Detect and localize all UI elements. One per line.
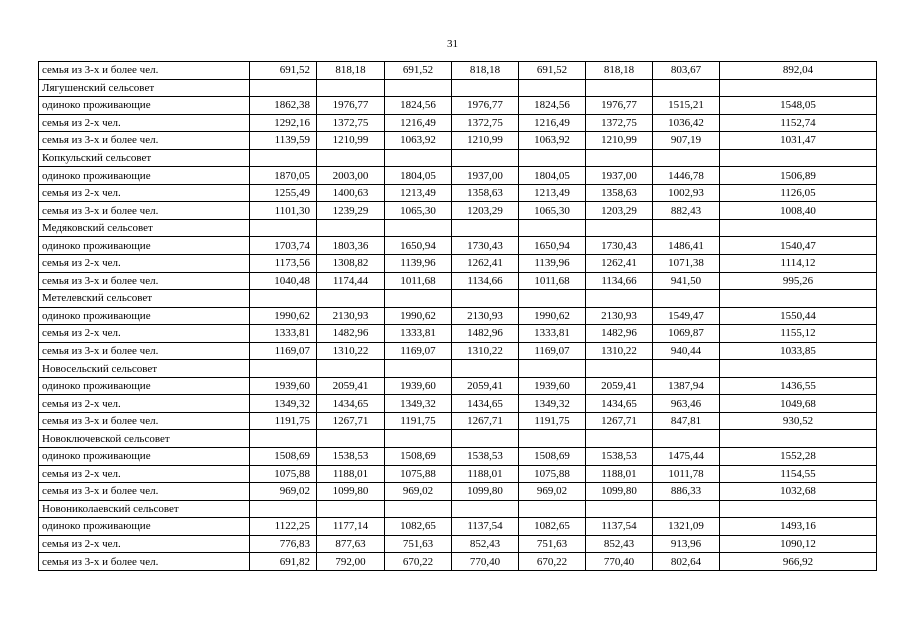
value-cell: 1550,44	[720, 307, 877, 325]
value-cell: 1188,01	[317, 465, 385, 483]
value-cell: 1434,65	[586, 395, 653, 413]
value-cell	[385, 79, 452, 97]
value-cell: 1262,41	[586, 255, 653, 273]
row-label: Новоключевской сельсовет	[39, 430, 250, 448]
value-cell: 1134,66	[586, 272, 653, 290]
value-cell: 802,64	[653, 553, 720, 571]
value-cell: 1065,30	[519, 202, 586, 220]
table-row	[39, 553, 877, 571]
value-cell: 1552,28	[720, 448, 877, 466]
row-label: одиноко проживающие	[39, 97, 250, 115]
value-cell	[653, 360, 720, 378]
value-cell	[519, 290, 586, 308]
row-label: семья из 2-х чел.	[39, 255, 250, 273]
table-row	[39, 255, 877, 273]
value-cell	[385, 360, 452, 378]
value-cell: 1210,99	[317, 132, 385, 150]
row-label: семья из 3-х и более чел.	[39, 62, 250, 80]
value-cell: 691,52	[519, 62, 586, 80]
value-cell: 1139,96	[519, 255, 586, 273]
table-row	[39, 237, 877, 255]
value-cell: 852,43	[586, 535, 653, 553]
table-row	[39, 62, 877, 80]
value-cell: 1508,69	[519, 448, 586, 466]
value-cell	[452, 360, 519, 378]
section-header-row	[39, 79, 877, 97]
value-cell: 1134,66	[452, 272, 519, 290]
table-row	[39, 342, 877, 360]
value-cell: 1008,40	[720, 202, 877, 220]
value-cell: 1188,01	[586, 465, 653, 483]
value-cell: 2059,41	[452, 377, 519, 395]
value-cell	[250, 500, 317, 518]
value-cell: 792,00	[317, 553, 385, 571]
value-cell: 1137,54	[452, 518, 519, 536]
value-cell: 1333,81	[250, 325, 317, 343]
value-cell: 1508,69	[385, 448, 452, 466]
value-cell	[250, 360, 317, 378]
value-cell: 1082,65	[385, 518, 452, 536]
value-cell	[317, 290, 385, 308]
value-cell	[653, 79, 720, 97]
value-cell	[385, 500, 452, 518]
value-cell: 1203,29	[452, 202, 519, 220]
row-label: одиноко проживающие	[39, 237, 250, 255]
value-cell: 1506,89	[720, 167, 877, 185]
value-cell	[653, 149, 720, 167]
value-cell: 1508,69	[250, 448, 317, 466]
value-cell: 1210,99	[586, 132, 653, 150]
value-cell	[385, 219, 452, 237]
value-cell: 1082,65	[519, 518, 586, 536]
row-label: одиноко проживающие	[39, 448, 250, 466]
table-row	[39, 483, 877, 501]
row-label: Метелевский сельсовет	[39, 290, 250, 308]
row-label: семья из 2-х чел.	[39, 395, 250, 413]
value-cell: 1650,94	[519, 237, 586, 255]
value-cell: 1169,07	[250, 342, 317, 360]
table-row	[39, 167, 877, 185]
value-cell: 877,63	[317, 535, 385, 553]
value-cell: 1804,05	[385, 167, 452, 185]
value-cell: 1372,75	[586, 114, 653, 132]
value-cell	[317, 360, 385, 378]
value-cell	[385, 430, 452, 448]
value-cell: 1349,32	[519, 395, 586, 413]
value-cell: 1075,88	[250, 465, 317, 483]
value-cell: 1267,71	[452, 412, 519, 430]
value-cell: 1114,12	[720, 255, 877, 273]
value-cell: 1122,25	[250, 518, 317, 536]
table-row	[39, 114, 877, 132]
value-cell	[519, 79, 586, 97]
row-label: Лягушенский сельсовет	[39, 79, 250, 97]
value-cell: 1387,94	[653, 377, 720, 395]
value-cell: 770,40	[586, 553, 653, 571]
table-row	[39, 535, 877, 553]
value-cell: 1990,62	[250, 307, 317, 325]
value-cell: 1213,49	[519, 184, 586, 202]
value-cell: 892,04	[720, 62, 877, 80]
row-label: одиноко проживающие	[39, 518, 250, 536]
value-cell: 1262,41	[452, 255, 519, 273]
value-cell: 1139,96	[385, 255, 452, 273]
value-cell	[250, 290, 317, 308]
row-label: Копкульский сельсовет	[39, 149, 250, 167]
row-label: одиноко проживающие	[39, 307, 250, 325]
table-row	[39, 395, 877, 413]
value-cell: 1011,68	[385, 272, 452, 290]
value-cell	[720, 219, 877, 237]
value-cell: 1358,63	[452, 184, 519, 202]
value-cell: 1803,36	[317, 237, 385, 255]
table-row	[39, 448, 877, 466]
value-cell: 963,46	[653, 395, 720, 413]
row-label: семья из 3-х и более чел.	[39, 412, 250, 430]
value-cell: 1939,60	[250, 377, 317, 395]
value-cell: 1069,87	[653, 325, 720, 343]
value-cell	[519, 360, 586, 378]
value-cell: 1169,07	[385, 342, 452, 360]
value-cell: 1191,75	[385, 412, 452, 430]
value-cell: 1538,53	[452, 448, 519, 466]
value-cell: 1482,96	[317, 325, 385, 343]
value-cell	[586, 79, 653, 97]
row-label: семья из 3-х и более чел.	[39, 132, 250, 150]
value-cell: 2059,41	[586, 377, 653, 395]
value-cell: 803,67	[653, 62, 720, 80]
value-cell: 1191,75	[519, 412, 586, 430]
value-cell	[519, 430, 586, 448]
value-cell: 1169,07	[519, 342, 586, 360]
value-cell: 1475,44	[653, 448, 720, 466]
table-row	[39, 202, 877, 220]
value-cell: 818,18	[586, 62, 653, 80]
value-cell: 1032,68	[720, 483, 877, 501]
value-cell: 670,22	[519, 553, 586, 571]
value-cell: 1191,75	[250, 412, 317, 430]
value-cell: 1540,47	[720, 237, 877, 255]
value-cell: 1308,82	[317, 255, 385, 273]
value-cell	[653, 219, 720, 237]
value-cell	[653, 430, 720, 448]
value-cell: 1372,75	[317, 114, 385, 132]
value-cell: 1310,22	[317, 342, 385, 360]
value-cell	[586, 149, 653, 167]
value-cell: 1650,94	[385, 237, 452, 255]
section-header-row	[39, 360, 877, 378]
value-cell	[385, 290, 452, 308]
value-cell: 1990,62	[519, 307, 586, 325]
value-cell	[653, 290, 720, 308]
row-label: семья из 2-х чел.	[39, 535, 250, 553]
table-body	[39, 62, 877, 571]
value-cell: 1203,29	[586, 202, 653, 220]
value-cell: 691,52	[250, 62, 317, 80]
value-cell	[519, 149, 586, 167]
value-cell: 1216,49	[385, 114, 452, 132]
value-cell: 1493,16	[720, 518, 877, 536]
value-cell: 1937,00	[586, 167, 653, 185]
value-cell: 1210,99	[452, 132, 519, 150]
table-row	[39, 377, 877, 395]
value-cell: 930,52	[720, 412, 877, 430]
value-cell: 1033,85	[720, 342, 877, 360]
value-cell: 2130,93	[452, 307, 519, 325]
value-cell	[653, 500, 720, 518]
value-cell: 818,18	[317, 62, 385, 80]
value-cell	[720, 79, 877, 97]
value-cell: 1400,63	[317, 184, 385, 202]
value-cell: 1515,21	[653, 97, 720, 115]
value-cell: 1990,62	[385, 307, 452, 325]
value-cell: 1090,12	[720, 535, 877, 553]
row-label: Медяковский сельсовет	[39, 219, 250, 237]
value-cell: 1065,30	[385, 202, 452, 220]
value-cell: 1804,05	[519, 167, 586, 185]
value-cell	[720, 290, 877, 308]
value-cell	[250, 430, 317, 448]
value-cell	[586, 430, 653, 448]
value-cell: 1036,42	[653, 114, 720, 132]
value-cell: 1040,48	[250, 272, 317, 290]
value-cell: 776,83	[250, 535, 317, 553]
value-cell: 1538,53	[586, 448, 653, 466]
value-cell: 1321,09	[653, 518, 720, 536]
value-cell	[250, 79, 317, 97]
value-cell: 1139,59	[250, 132, 317, 150]
row-label: семья из 2-х чел.	[39, 325, 250, 343]
value-cell	[586, 219, 653, 237]
value-cell: 882,43	[653, 202, 720, 220]
value-cell: 1154,55	[720, 465, 877, 483]
row-label: Новониколаевский сельсовет	[39, 500, 250, 518]
section-header-row	[39, 219, 877, 237]
value-cell	[586, 500, 653, 518]
table-row	[39, 518, 877, 536]
value-cell: 1436,55	[720, 377, 877, 395]
value-cell: 1310,22	[586, 342, 653, 360]
value-cell: 1538,53	[317, 448, 385, 466]
row-label: семья из 2-х чел.	[39, 465, 250, 483]
value-cell: 1976,77	[317, 97, 385, 115]
row-label: одиноко проживающие	[39, 377, 250, 395]
value-cell: 1349,32	[385, 395, 452, 413]
value-cell: 1255,49	[250, 184, 317, 202]
value-cell	[317, 500, 385, 518]
value-cell	[720, 149, 877, 167]
value-cell: 1939,60	[519, 377, 586, 395]
value-cell: 1177,14	[317, 518, 385, 536]
value-cell	[452, 500, 519, 518]
value-cell: 1730,43	[586, 237, 653, 255]
value-cell: 2130,93	[586, 307, 653, 325]
section-header-row	[39, 290, 877, 308]
section-header-row	[39, 430, 877, 448]
row-label: семья из 2-х чел.	[39, 184, 250, 202]
value-cell	[452, 79, 519, 97]
value-cell: 1434,65	[452, 395, 519, 413]
value-cell: 1548,05	[720, 97, 877, 115]
row-label: одиноко проживающие	[39, 167, 250, 185]
table-row	[39, 272, 877, 290]
value-cell: 1267,71	[317, 412, 385, 430]
value-cell: 1730,43	[452, 237, 519, 255]
value-cell	[720, 500, 877, 518]
value-cell: 691,52	[385, 62, 452, 80]
value-cell: 1976,77	[586, 97, 653, 115]
value-cell: 1824,56	[385, 97, 452, 115]
value-cell: 1063,92	[385, 132, 452, 150]
value-cell: 886,33	[653, 483, 720, 501]
value-cell: 1137,54	[586, 518, 653, 536]
value-cell: 1188,01	[452, 465, 519, 483]
value-cell: 2059,41	[317, 377, 385, 395]
value-cell: 941,50	[653, 272, 720, 290]
value-cell: 1173,56	[250, 255, 317, 273]
value-cell: 1870,05	[250, 167, 317, 185]
value-cell	[519, 219, 586, 237]
value-cell: 1862,38	[250, 97, 317, 115]
row-label: семья из 3-х и более чел.	[39, 342, 250, 360]
value-cell	[385, 149, 452, 167]
value-cell	[586, 290, 653, 308]
value-cell: 1976,77	[452, 97, 519, 115]
value-cell: 969,02	[250, 483, 317, 501]
value-cell: 1824,56	[519, 97, 586, 115]
value-cell: 1434,65	[317, 395, 385, 413]
value-cell: 1101,30	[250, 202, 317, 220]
value-cell: 969,02	[385, 483, 452, 501]
value-cell: 2130,93	[317, 307, 385, 325]
value-cell: 1486,41	[653, 237, 720, 255]
table-row	[39, 184, 877, 202]
value-cell: 1358,63	[586, 184, 653, 202]
section-header-row	[39, 149, 877, 167]
row-label: семья из 3-х и более чел.	[39, 202, 250, 220]
tariff-table	[38, 61, 877, 571]
row-label: семья из 3-х и более чел.	[39, 272, 250, 290]
value-cell: 1152,74	[720, 114, 877, 132]
value-cell: 852,43	[452, 535, 519, 553]
value-cell: 691,82	[250, 553, 317, 571]
value-cell: 913,96	[653, 535, 720, 553]
value-cell: 1099,80	[452, 483, 519, 501]
table-row	[39, 465, 877, 483]
value-cell: 1446,78	[653, 167, 720, 185]
value-cell	[452, 219, 519, 237]
row-label: семья из 2-х чел.	[39, 114, 250, 132]
value-cell: 1155,12	[720, 325, 877, 343]
value-cell: 1099,80	[317, 483, 385, 501]
table-row	[39, 412, 877, 430]
value-cell: 1292,16	[250, 114, 317, 132]
value-cell: 1031,47	[720, 132, 877, 150]
table-row	[39, 325, 877, 343]
value-cell	[250, 219, 317, 237]
value-cell: 2003,00	[317, 167, 385, 185]
value-cell: 907,19	[653, 132, 720, 150]
value-cell: 1002,93	[653, 184, 720, 202]
value-cell: 940,44	[653, 342, 720, 360]
value-cell: 770,40	[452, 553, 519, 571]
value-cell: 1011,78	[653, 465, 720, 483]
value-cell: 751,63	[519, 535, 586, 553]
value-cell	[586, 360, 653, 378]
value-cell: 1372,75	[452, 114, 519, 132]
value-cell: 1011,68	[519, 272, 586, 290]
value-cell: 1333,81	[385, 325, 452, 343]
value-cell: 1075,88	[385, 465, 452, 483]
value-cell	[519, 500, 586, 518]
value-cell: 1075,88	[519, 465, 586, 483]
value-cell: 995,26	[720, 272, 877, 290]
value-cell: 969,02	[519, 483, 586, 501]
value-cell: 1267,71	[586, 412, 653, 430]
row-label: семья из 3-х и более чел.	[39, 483, 250, 501]
value-cell	[317, 219, 385, 237]
value-cell: 1939,60	[385, 377, 452, 395]
value-cell	[452, 430, 519, 448]
value-cell	[317, 79, 385, 97]
value-cell: 1213,49	[385, 184, 452, 202]
value-cell: 1703,74	[250, 237, 317, 255]
value-cell: 1216,49	[519, 114, 586, 132]
value-cell: 1239,29	[317, 202, 385, 220]
table-row	[39, 132, 877, 150]
value-cell	[250, 149, 317, 167]
section-header-row	[39, 500, 877, 518]
table-row	[39, 307, 877, 325]
value-cell	[317, 149, 385, 167]
value-cell: 1126,05	[720, 184, 877, 202]
value-cell: 670,22	[385, 553, 452, 571]
value-cell	[720, 430, 877, 448]
value-cell: 1482,96	[586, 325, 653, 343]
value-cell: 1937,00	[452, 167, 519, 185]
value-cell	[452, 290, 519, 308]
value-cell	[452, 149, 519, 167]
value-cell: 1349,32	[250, 395, 317, 413]
value-cell: 751,63	[385, 535, 452, 553]
value-cell: 1071,38	[653, 255, 720, 273]
value-cell: 1333,81	[519, 325, 586, 343]
value-cell: 1049,68	[720, 395, 877, 413]
page-number: 31	[447, 38, 458, 50]
row-label: Новосельский сельсовет	[39, 360, 250, 378]
value-cell: 847,81	[653, 412, 720, 430]
table-row	[39, 97, 877, 115]
value-cell: 818,18	[452, 62, 519, 80]
value-cell: 1482,96	[452, 325, 519, 343]
value-cell: 1063,92	[519, 132, 586, 150]
value-cell: 1310,22	[452, 342, 519, 360]
value-cell: 966,92	[720, 553, 877, 571]
value-cell	[720, 360, 877, 378]
row-label: семья из 3-х и более чел.	[39, 553, 250, 571]
value-cell: 1174,44	[317, 272, 385, 290]
value-cell: 1099,80	[586, 483, 653, 501]
value-cell	[317, 430, 385, 448]
value-cell: 1549,47	[653, 307, 720, 325]
